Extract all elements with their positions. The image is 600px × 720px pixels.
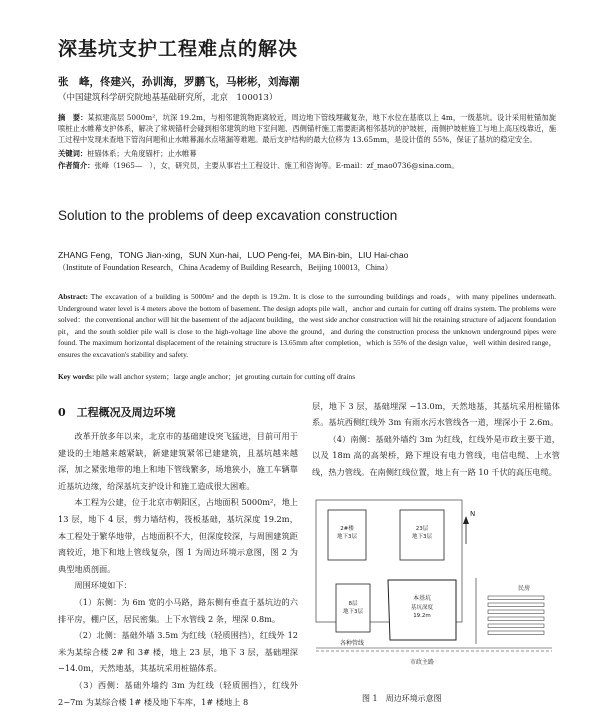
building-w-label: 8层 [348,601,358,607]
north-arrow-icon [463,510,475,544]
residential-houses [488,596,544,635]
building-ne-sub: 地下3层 [412,534,432,540]
body-paragraph: 层，地下 3 层，基础埋深 −13.0m，天然地基，其基坑采用桩锚体系。基坑西侧红线外 3m 有雨水污水管线各一道，埋深小于 2.6m。 [312,401,560,428]
paper-title-en: Solution to the problems of deep excavation construction [58,208,398,223]
body-paragraph: 改革开放多年以来，北京市的基础建设突飞猛进，目前可用于建设的土地越来越紧缺，新建建筑紧邻已建建筑，且基坑越来越深，加之紧张地带的地上和地下管线繁多，场地狭小，施工车辆靠近基坑边缘，给深基坑支护设计和施工造成很大困难。 [58,431,298,491]
keywords-cn-label: 关键词： [58,149,88,158]
pipeline-label: 各种管线 [339,640,365,647]
keywords-cn [58,149,197,159]
abstract-cn-text: 某拟建高层 5000m²，坑深 19.2m，与相邻建筑物距离较近，周边地下管线埋藏复杂，地下水位在基底以上 4m，一级基坑。设计采用桩锚加旋喷桩止水帷幕支护体系，解决了常规锚杆会碰到相邻建筑的地下室问题、西侧锚杆施工需要距离相邻基坑的护坡桩，南侧护坡桩施工与地上高压线靠近，施工过程中发现未查地下管沟问题和止水帷幕漏水点堵漏等难题。最后支护结构的最大位移为 13.65mm，是设计值的 55%，保证了基坑的稳定安全。 [58,113,556,145]
abstract-cn [58,112,556,146]
body-paragraph: （2）北侧：基础外墙 3.5m 为红线（轻质围挡），红线外 12 米为某综合楼 2# 和 3# 楼，地上 23 层，地下 3 层，基础埋深 −14.0m，天然地基，其基坑采用桩锚体系。 [58,630,298,674]
pit-depth-value: 19.2m [413,613,431,619]
north-label: N [470,510,476,518]
bio-cn-text: 张峰（1965— ），女，研究员，主要从事岩土工程设计、施工和咨询等。E-mail：zf_mao0736@sina.com。 [94,161,459,170]
authors-cn: 张 峰，佟建兴，孙训海，罗鹏飞，马彬彬，刘海潮 [58,76,300,88]
abstract-en [58,291,556,361]
left-column [58,428,298,710]
pit-depth-label: 基坑深度 [410,605,434,611]
road-label: 市政主路 [409,659,435,666]
abstract-en-label: Abstract: [58,292,88,301]
pit-label: 本基坑 [412,595,432,602]
building-nw-sub: 地下3层 [337,534,357,540]
author-bio-cn [58,161,459,171]
abstract-cn-label: 摘 要： [58,113,88,122]
section-heading: 0 工程概况及周边环境 [58,406,176,419]
affiliation-cn: （中国建筑科学研究院地基基础研究所，北京 100013） [58,93,278,103]
building-nw-label: 2#楼 [340,526,354,532]
houses-label: 民房 [517,585,531,592]
body-paragraph: （4）南侧：基础外墙约 3m 为红线，红线外是市政主要干道，以及 18m 高的高架桥，路下埋设有电力管线，电信电缆、上水管线，热力管线。在南侧红线位置，地上有一路 10 千伏的高压电缆。 [312,433,560,477]
bio-cn-label: 作者简介： [58,161,95,170]
site-plan-figure [308,492,560,674]
abstract-en-text: The excavation of a building is 5000m² and the depth is 19.2m. It is close to the surrounding buildings and roads，with many pipelines underneath. Underground water level is 4 meters above the bottom of basement. The design adopts pile wall，anchor and curtain for cutting off drains system. The problems were solved：the conventional anchor will hit the basement of the adjacent building，the west side anchor construction will hit the retaining structure of adjacent foundation pit，and the south soldier pile wall is close to the high-voltage line above the ground，and during the construction process the unknown underground pipes were found. The maximum horizontal displacement of the retaining structure is 13.65mm after completion，which is 55% of the design value，well within desired range，ensures the excavation's stability and safety. [58,292,556,359]
building-w [336,584,370,632]
figure-caption: 图 1 周边环境示意图 [362,694,442,703]
keywords-cn-text: 桩锚体系；大角度锚杆；止水帷幕 [87,149,197,158]
keywords-en-label: Key words: [58,372,95,381]
paper-title-cn: 深基坑支护工程难点的解决 [58,38,299,60]
body-paragraph: 本工程为公建，位于北京市朝阳区，占地面积 5000m²，地上 13 层，地下 4 层，剪力墙结构，筏板基础，基坑深度 19.2m，本工程处于繁华地带，占地面积不大，但深度较深，与周围建筑距离较近，地下和地上管线复杂，图 1 为周边环境示意图，图 2 为典型地质剖面。 [58,497,298,574]
affiliation-en: （Institute of Foundation Research，China Academy of Building Research，Beijing 100013，China） [58,263,393,272]
building-ne-label: 23层 [415,526,429,532]
body-paragraph: （1）东侧：为 6m 宽的小马路，路东侧有垂直于基坑边的六排平房，棚户区，居民密集。上下水管线 2 条，埋深 0.8m。 [58,596,298,624]
building-w-sub: 地下3层 [343,609,363,615]
body-paragraph: （3）西侧：基础外墙约 3m 为红线（轻质围挡），红线外 2~7m 为某综合楼 1# 楼及地下车库，1# 楼地上 8 [58,679,298,707]
right-column [312,398,560,480]
keywords-en [58,371,355,382]
authors-en: ZHANG Feng，TONG Jian-xing，SUN Xun-hai，LUO Peng-fei，MA Bin-bin，LIU Hai-chao [58,250,409,260]
body-paragraph: 周围环境如下： [74,580,132,591]
keywords-en-text: pile wall anchor system；large angle anchor；jet grouting curtain for cutting off drains [94,372,356,381]
